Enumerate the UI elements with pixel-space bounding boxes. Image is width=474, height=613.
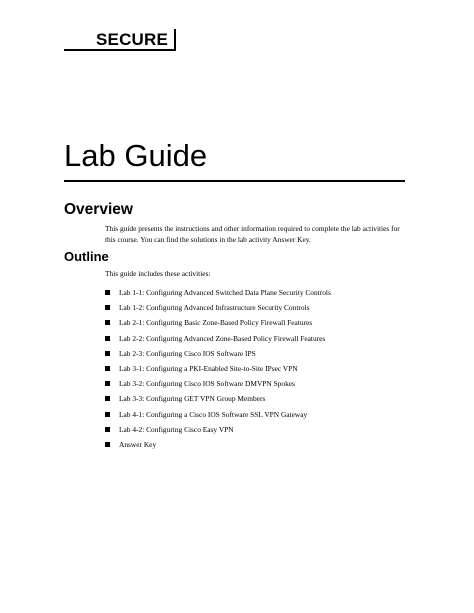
square-bullet-icon (105, 336, 110, 341)
outline-heading: Outline (64, 249, 109, 264)
list-item-label: Answer Key (119, 439, 157, 449)
square-bullet-icon (105, 427, 110, 432)
activity-list (105, 285, 331, 452)
list-item-label: Lab 4-2: Configuring Cisco Easy VPN (119, 424, 234, 434)
list-item (105, 285, 331, 300)
list-item (105, 407, 331, 422)
title-rule (64, 180, 405, 182)
list-item-label: Lab 3-1: Configuring a PKI-Enabled Site-to-Site IPsec VPN (119, 364, 298, 374)
list-item (105, 376, 331, 391)
square-bullet-icon (105, 290, 110, 295)
list-item (105, 361, 331, 376)
header-label: SECURE (96, 30, 169, 49)
outline-intro: This guide includes these activities: (105, 269, 211, 278)
list-item-label: Lab 2-2: Configuring Advanced Zone-Based Policy Firewall Features (119, 333, 326, 343)
list-item-label: Lab 2-3: Configuring Cisco IOS Software IPS (119, 348, 256, 358)
square-bullet-icon (105, 412, 110, 417)
page-title: Lab Guide (64, 138, 208, 173)
list-item (105, 331, 331, 346)
overview-heading: Overview (64, 201, 133, 218)
list-item (105, 422, 331, 437)
header-underline-rule (64, 49, 176, 51)
list-item (105, 391, 331, 406)
list-item-label: Lab 3-2: Configuring Cisco IOS Software DMVPN Spokes (119, 379, 295, 389)
square-bullet-icon (105, 305, 110, 310)
list-item-label: Lab 1-2: Configuring Advanced Infrastructure Security Controls (119, 303, 310, 313)
square-bullet-icon (105, 351, 110, 356)
square-bullet-icon (105, 442, 110, 447)
list-item-label: Lab 2-1: Configuring Basic Zone-Based Policy Firewall Features (119, 318, 313, 328)
list-item (105, 437, 331, 452)
list-item (105, 300, 331, 315)
list-item-label: Lab 4-1: Configuring a Cisco IOS Software SSL VPN Gateway (119, 409, 308, 419)
list-item (105, 315, 331, 330)
list-item-label: Lab 1-1: Configuring Advanced Switched Data Plane Security Controls (119, 288, 331, 298)
square-bullet-icon (105, 320, 110, 325)
overview-text: This guide presents the instructions and other information required to complete the lab activities for this course. You can find the solutions in the lab activity Answer Key. (105, 224, 400, 244)
square-bullet-icon (105, 381, 110, 386)
header-vertical-rule (174, 29, 176, 51)
list-item (105, 346, 331, 361)
list-item-label: Lab 3-3: Configuring GET VPN Group Members (119, 394, 266, 404)
square-bullet-icon (105, 366, 110, 371)
square-bullet-icon (105, 396, 110, 401)
